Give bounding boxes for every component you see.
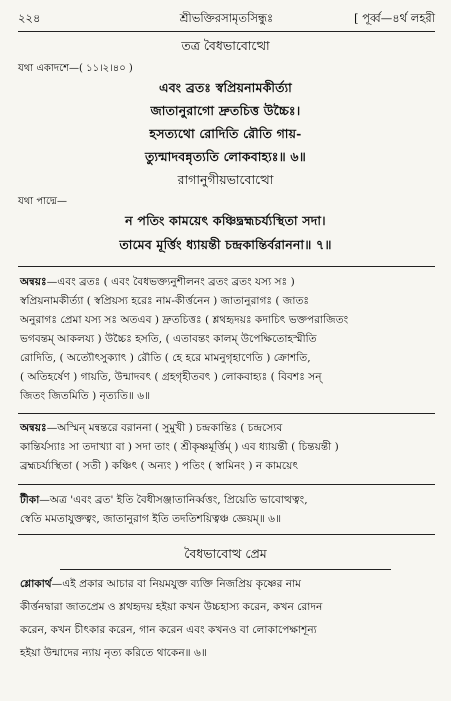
text-line: করেন, কখন চীৎকার করেন, গান করেন এবং কখনও বা লোকাপেক্ষাশূন্য <box>20 624 317 636</box>
text-line: স্বপ্রিয়নামকীর্ত্যা ( স্বপ্রিয়স্য হরেঃ নাম-কীর্ত্তনেন ) জাতানুরাগঃ ( জাতঃ <box>20 295 310 307</box>
verse-citation-2: যথা পাদ্মে— <box>18 196 67 207</box>
shlokartha-paragraph <box>20 573 434 665</box>
text-line: জিতং জিতমিতি ) নৃত্যতি॥ ৬॥ <box>20 390 151 402</box>
section-label: [ পূর্ব্ব—৪র্থ লহরী <box>354 11 435 25</box>
anvaya-paragraph-2 <box>20 419 434 476</box>
verse-line: ত্যুন্মাদবন্নৃত্যতি লোকবাহ্যঃ॥ ৬॥ <box>144 149 307 164</box>
prema-heading: বৈধভাবোত্থ প্রেম <box>184 546 267 561</box>
tika-paragraph <box>20 491 434 529</box>
verse-citation-1: যথা একাদশে—( ১১।২।৪০ ) <box>18 63 133 74</box>
tika-label: টীকা <box>20 494 40 506</box>
section-rule <box>18 484 435 485</box>
anvaya-label: অন্বয়ঃ <box>20 422 47 434</box>
verse-line: জাতানুরাগো দ্রুতচিত্ত উচ্চৈঃ। <box>150 103 301 118</box>
anvaya-label: অন্বয়ঃ <box>20 276 47 288</box>
verse-line: ন পতিং কাময়েৎ কঞ্চিদ্ব্রহ্মচর্য্যস্থিতা সদা। <box>125 213 326 228</box>
section-rule <box>18 534 435 535</box>
verse-line: হসত্যথো রোদিতি রৌতি গায়- <box>149 126 302 141</box>
heading-rule <box>60 569 391 570</box>
header-rule <box>18 31 435 32</box>
text-line: ভগবন্তম্ আকলয্য ) উচ্চৈঃ হসতি, ( এতাবন্তং কালম্ উপেক্ষিতোহস্মীতি <box>20 333 317 345</box>
book-title: শ্রীভক্তিরসামৃতসিন্ধুঃ <box>179 11 274 25</box>
text-line: —এই প্রকার আচার বা নিয়মযুক্ত ব্যক্তি নিজপ্রিয় কৃষ্ণের নাম <box>51 578 302 590</box>
text-line: ব্রহ্মচর্য্যস্থিতা ( সতী ) কঞ্চিৎ ( অন্যং ) পতিং ( স্বামিনং ) ন কাময়েৎ <box>20 460 299 472</box>
verse-line: তামেব মূর্ত্তিং ধ্যায়ন্তী চন্দ্রকান্তির্বরাননা॥ ৭॥ <box>119 237 332 252</box>
text-line: ( অতিহর্ষেণ ) গায়তি, উন্মাদবৎ ( গ্রহগৃহীতবৎ ) লোকবাহ্যঃ ( বিবশঃ সন্ <box>20 371 322 383</box>
text-line: —অত্র 'এবং ব্রত' ইতি বৈধীসঞ্জাতানির্ব্বত্তং, প্রিয়েতি ভাবোত্থত্বং, <box>39 494 308 506</box>
section-rule <box>18 266 435 267</box>
text-line: অনুরাগঃ প্রেমা যস্য সঃ অতএব ) দ্রুতচিত্তঃ ( শ্লথহৃদয়ঃ কদাচিৎ ভক্তপরাজিতং <box>20 314 349 326</box>
text-line: রোদিতি, ( অত্যৌৎসুক্যাৎ ) রৌতি ( হে হরে মামনুগৃহাণেতি ) ক্রোশতি, <box>20 352 311 364</box>
page-number: ২২৪ <box>18 11 41 25</box>
text-line: কীর্ত্তনদ্বারা জাতপ্রেম ও শ্লথহৃদয় হইয়া কখন উচ্চহাস্য করেন, কখন রোদন <box>20 601 323 613</box>
text-line: —অস্মিন্ মন্বন্তরে বরাননা ( সুমুখী ) চন্দ্রকান্তিঃ ( চন্দ্রস্যেব <box>46 422 283 434</box>
verse-heading-1: তত্র বৈধভাবোত্থো <box>181 38 270 53</box>
text-line: হইয়া উন্মাদের ন্যায় নৃত্য করিতে থাকেন॥ ৬॥ <box>20 647 207 659</box>
shlokartha-label: শ্লোকার্থ <box>20 578 52 590</box>
verse-line: এবং ব্রতঃ স্বপ্রিয়নামকীর্ত্যা <box>159 80 292 95</box>
text-line: কান্তির্যস্যাঃ সা তদাখ্যা বা ) সদা তাং ( শ্রীকৃষ্ণমূর্ত্তিম্ ) এব ধ্যায়ন্তী ( চিন্তয়ন্তী ) <box>20 441 339 453</box>
section-rule <box>18 413 435 414</box>
text-line: —এবং ব্রতঃ ( এবং বৈধভক্ত্যনুশীলনং ব্রতং ব্রতং যস্য সঃ ) <box>46 276 295 288</box>
anvaya-paragraph-1 <box>20 273 434 406</box>
text-line: স্বেতি মমতাযুক্তত্বং, জাতানুরাগ ইতি তদতিশয়িত্বঞ্চ জ্ঞেয়ম্॥ ৬॥ <box>20 513 282 525</box>
verse-heading-2: রাগানুগীয়ভাবোত্থো <box>177 172 274 187</box>
page-header <box>18 10 435 28</box>
